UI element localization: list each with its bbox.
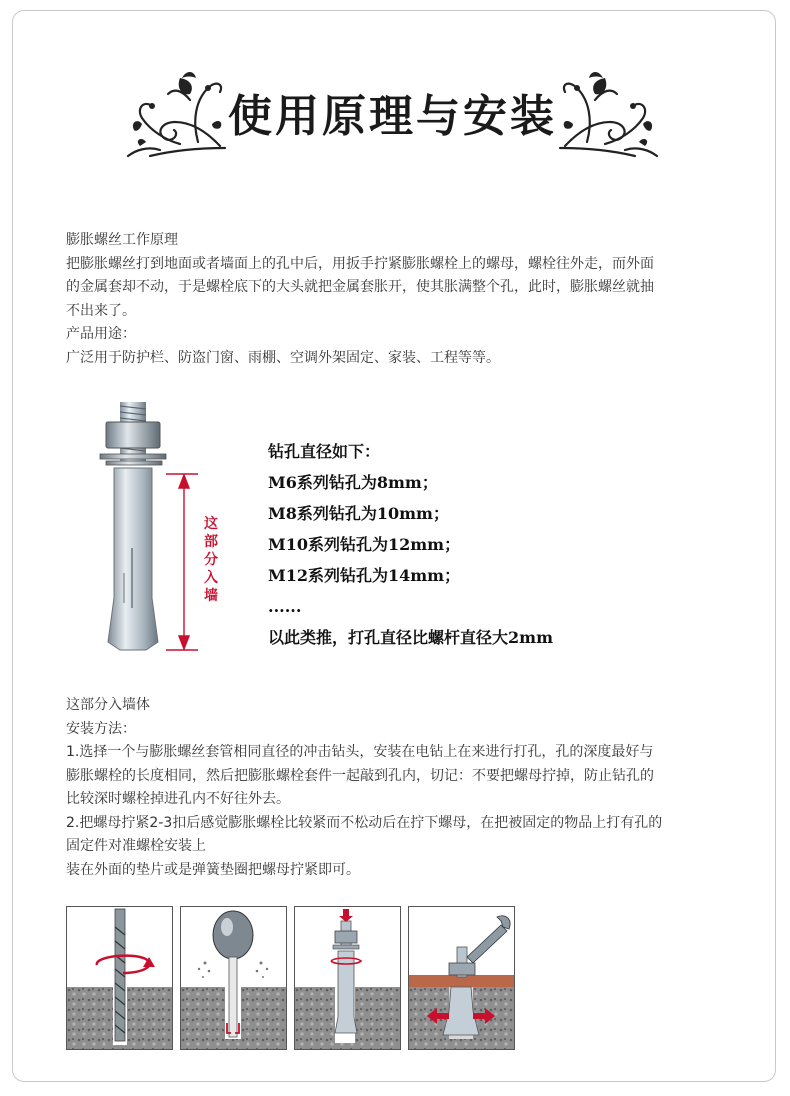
wall-depth-arrow xyxy=(166,474,198,650)
install-heading: 安装方法： xyxy=(66,720,136,737)
step-drill xyxy=(66,906,173,1050)
principle-line-2: 的金属套却不动，于是螺栓底下的大头就把金属套胀开，使其胀满整个孔，此时，膨胀螺丝就抽 xyxy=(66,279,654,295)
principle-heading: 膨胀螺丝工作原理 xyxy=(66,232,178,248)
principle-section xyxy=(66,229,746,370)
install-line: 比较深时螺栓掉进孔内不好往外去。 xyxy=(66,791,290,807)
drill-step-icon xyxy=(67,907,172,1049)
hammer-bolt-icon xyxy=(295,907,400,1049)
install-section xyxy=(66,694,746,882)
spec-line: ...... xyxy=(268,597,302,616)
spec-line: 以此类推，打孔直径比螺杆直径大2mm xyxy=(268,628,553,647)
use-text: 广泛用于防护栏、防盗门窗、雨棚、空调外架固定、家装、工程等等。 xyxy=(66,349,500,366)
figure-label-4: 入 xyxy=(204,570,218,586)
spring-washer-icon xyxy=(106,461,162,465)
use-heading: 产品用途： xyxy=(66,326,136,342)
figure-label-1: 这 xyxy=(204,516,218,532)
install-line: 这部分入墙体 xyxy=(66,697,150,713)
right-ornament-icon xyxy=(555,60,665,160)
sleeve-icon xyxy=(108,468,158,650)
drill-spec xyxy=(268,436,688,653)
spec-line: M12系列钻孔为14mm； xyxy=(268,566,461,585)
principle-line-1: 把膨胀螺丝打到地面或者墙面上的孔中后，用扳手拧紧膨胀螺栓上的螺母，螺栓往外走，而外面 xyxy=(66,255,654,272)
page-title: 使用原理与安装 xyxy=(228,91,557,142)
figure-label-2: 部 xyxy=(204,534,218,550)
install-line: 2.把螺母拧紧2-3扣后感觉膨胀螺栓比较紧而不松动后在拧下螺母，在把被固定的物品上打有孔的 xyxy=(66,814,663,831)
spec-line: M8系列钻孔为10mm； xyxy=(268,504,449,523)
install-line: 1.选择一个与膨胀螺丝套管相同直径的冲击钻头，安装在电钻上在来进行打孔，孔的深度最好与 xyxy=(66,744,654,760)
spec-line: M10系列钻孔为12mm； xyxy=(268,535,461,554)
install-line: 膨胀螺栓的长度相同，然后把膨胀螺栓套件一起敲到孔内，切记：不要把螺母拧掉，防止钻孔的 xyxy=(66,767,654,784)
step-insert xyxy=(294,906,401,1050)
install-steps xyxy=(66,906,516,1052)
title-banner xyxy=(120,60,665,160)
expansion-bolt-figure xyxy=(88,398,238,660)
figure-label-3: 分 xyxy=(204,552,218,568)
washer-icon xyxy=(100,454,166,459)
install-line: 固定件对准螺栓安装上 xyxy=(66,838,206,854)
figure-label-5: 墙 xyxy=(204,588,218,604)
wrench-tighten-icon xyxy=(409,907,514,1049)
install-line: 装在外面的垫片或是弹簧垫圈把螺母拧紧即可。 xyxy=(66,861,360,878)
nut-icon xyxy=(106,422,160,448)
step-blow xyxy=(180,906,287,1050)
principle-line-3: 不出来了。 xyxy=(66,302,136,319)
spec-line: M6系列钻孔为8mm； xyxy=(268,473,438,492)
blow-out-dust-icon xyxy=(181,907,286,1049)
spec-line: 钻孔直径如下： xyxy=(268,442,381,461)
step-tighten xyxy=(408,906,515,1050)
